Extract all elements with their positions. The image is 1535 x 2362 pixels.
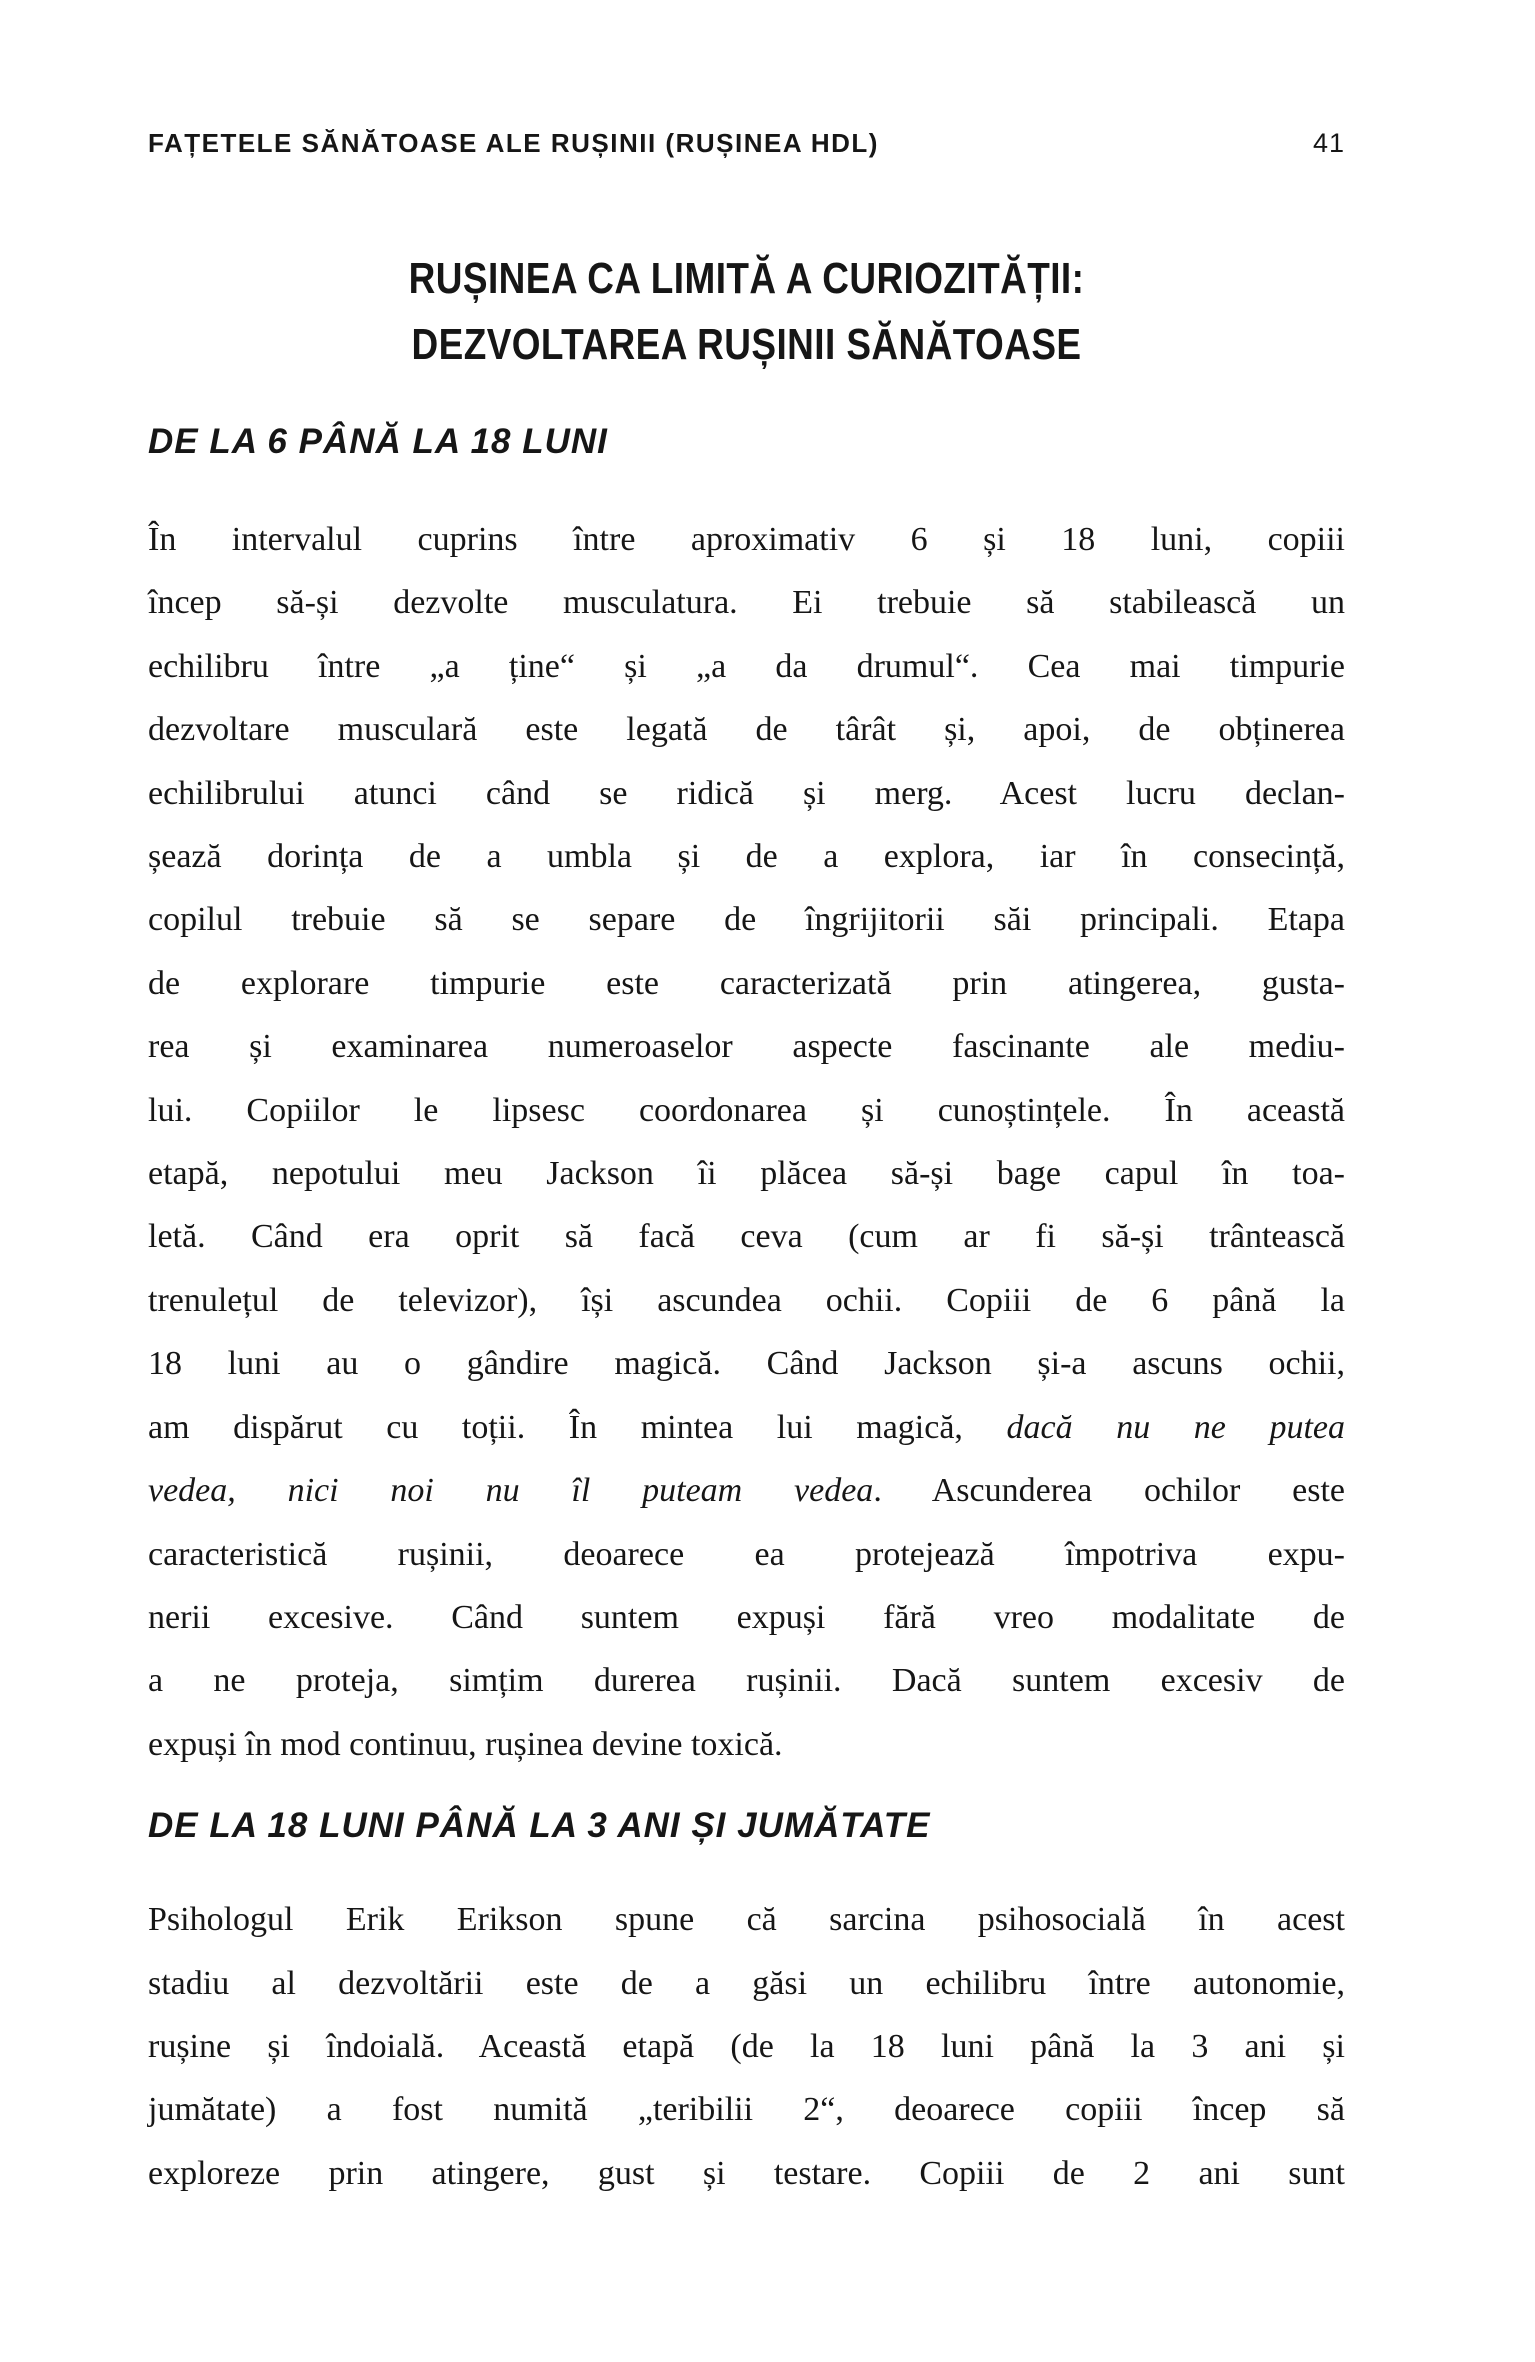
body-line: expuși în mod continuu, rușinea devine toxică.	[148, 1725, 783, 1763]
body-line: echilibru între „a ține“ și „a da drumul“. Cea mai timpurie	[148, 647, 1345, 685]
section-paragraph	[148, 508, 1345, 1776]
body-line: încep să-și dezvolte musculatura. Ei trebuie să stabilească un	[148, 584, 1345, 622]
body-line: trenulețul de televizor), își ascundea ochii. Copiii de 6 până la	[148, 1281, 1345, 1319]
body-line: dezvoltare musculară este legată de târât și, apoi, de obținerea	[148, 711, 1345, 749]
body-line: am dispărut cu toții. În mintea lui magică, dacă nu ne putea	[148, 1408, 1346, 1446]
section-18-months-to-3-and-half-years	[148, 1802, 1345, 2205]
body-line: rușine și îndoială. Această etapă (de la 18 luni până la 3 ani și	[148, 2027, 1345, 2065]
body-line: stadiu al dezvoltării este de a găsi un echilibru între autonomie,	[148, 1964, 1345, 2002]
chapter-title-line-2: DEZVOLTAREA RUȘINII SĂNĂTOASE	[411, 320, 1082, 369]
body-line: exploreze prin atingere, gust și testare. Copiii de 2 ani sunt	[148, 2154, 1345, 2192]
body-line: Psihologul Erik Erikson spune că sarcina psihosocială în acest	[148, 1901, 1345, 1939]
chapter-title-line-1: RUȘINEA CA LIMITĂ A CURIOZITĂȚII:	[408, 254, 1085, 303]
section-heading: DE LA 18 LUNI PÂNĂ LA 3 ANI ȘI JUMĂTATE	[148, 1806, 931, 1846]
body-line: a ne proteja, simțim durerea rușinii. Dacă suntem excesiv de	[148, 1662, 1345, 1700]
body-line: letă. Când era oprit să facă ceva (cum ar fi să-și trântească	[148, 1218, 1345, 1256]
section-heading: DE LA 6 PÂNĂ LA 18 LUNI	[148, 422, 608, 461]
body-line: caracteristică rușinii, deoarece ea protejează împotriva expu-	[148, 1535, 1345, 1573]
body-line: copilul trebuie să se separe de îngrijitorii săi principali. Etapa	[148, 901, 1345, 939]
running-title: FAȚETELE SĂNĂTOASE ALE RUȘINII (RUȘINEA HDL)	[148, 128, 879, 158]
page-number: 41	[1312, 128, 1345, 158]
body-line: echilibrului atunci când se ridică și merg. Acest lucru declan-	[148, 774, 1345, 812]
body-line: 18 luni au o gândire magică. Când Jackson și-a ascuns ochii,	[148, 1345, 1345, 1383]
body-line: nerii excesive. Când suntem expuși fără vreo modalitate de	[148, 1598, 1345, 1636]
body-line: rea și examinarea numeroaselor aspecte fascinante ale mediu-	[148, 1028, 1345, 1066]
body-line: În intervalul cuprins între aproximativ 6 și 18 luni, copiii	[148, 521, 1345, 558]
chapter-title	[148, 246, 1345, 378]
section-paragraph	[148, 1888, 1345, 2205]
body-line: etapă, nepotului meu Jackson îi plăcea să-și bage capul în toa-	[148, 1155, 1345, 1193]
body-line: vedea, nici noi nu îl puteam vedea. Ascunderea ochilor este	[148, 1472, 1345, 1510]
body-line: șează dorința de a umbla și de a explora, iar în consecință,	[148, 838, 1345, 876]
body-line: lui. Copiilor le lipsesc coordonarea și cunoștințele. În această	[148, 1091, 1345, 1129]
section-6-to-18-months	[148, 418, 1345, 1776]
body-line: de explorare timpurie este caracterizată prin atingerea, gusta-	[148, 964, 1345, 1002]
page-header	[148, 128, 1345, 158]
body-line: jumătate) a fost numită „teribilii 2“, deoarece copiii încep să	[148, 2091, 1345, 2129]
